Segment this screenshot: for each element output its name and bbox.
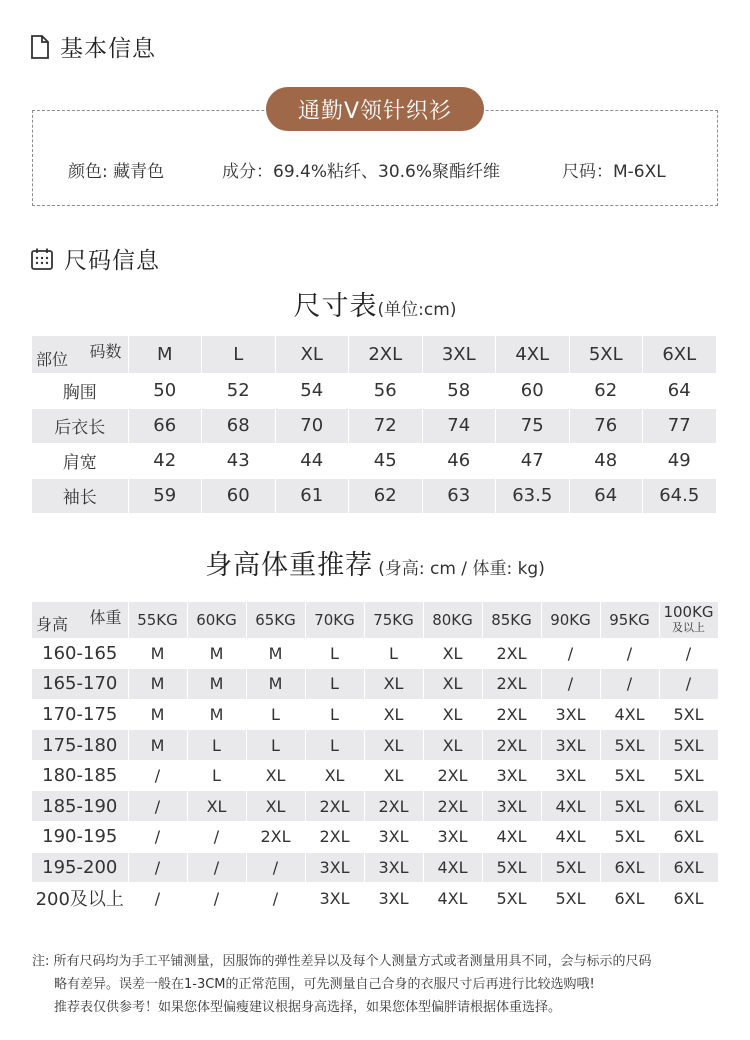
recommend-cell: XL	[246, 791, 305, 822]
size-cell: 43	[202, 443, 276, 478]
recommend-cell: 2XL	[423, 760, 482, 791]
weight-last-sub: 及以上	[672, 620, 705, 634]
size-column-header: 4XL	[496, 336, 570, 373]
size-cell: 46	[422, 443, 496, 478]
weight-column-header: 55KG	[128, 602, 187, 638]
size-row-label: 胸围	[32, 373, 128, 408]
recommend-cell: 4XL	[482, 822, 541, 853]
recommend-cell: 2XL	[305, 822, 364, 853]
recommend-cell: /	[187, 852, 246, 883]
recommend-cell: L	[305, 699, 364, 730]
recommend-cell: /	[600, 638, 659, 669]
corner-bottom-label: 身高	[36, 614, 69, 634]
weight-column-header-last	[659, 602, 718, 638]
recommend-cell: XL	[423, 730, 482, 761]
recommend-cell: /	[128, 822, 187, 853]
size-cell: 56	[349, 373, 423, 408]
note-line-2: 略有差异。误差一般在1-3CM的正常范围，可先测量自己合身的衣服尺寸后再进行比较选购哦!	[54, 977, 595, 992]
size-column-header: 3XL	[422, 336, 496, 373]
recommend-cell: 4XL	[600, 699, 659, 730]
corner-top-label: 体重	[89, 608, 122, 627]
recommend-cell: 2XL	[482, 669, 541, 700]
recommend-table-unit: (身高: cm / 体重: kg)	[378, 559, 545, 579]
height-row-label: 200及以上	[32, 883, 128, 914]
note-line-1: 注: 所有尺码均为手工平铺测量，因服饰的弹性差异以及每个人测量方式或者测量用具不同，会与标示的尺码	[32, 954, 652, 969]
recommend-cell: /	[659, 669, 718, 700]
size-cell: 77	[643, 408, 717, 443]
recommend-cell: XL	[423, 638, 482, 669]
recommend-table-title	[0, 543, 750, 582]
recommend-corner-cell	[32, 602, 128, 638]
height-row-label: 195-200	[32, 852, 128, 883]
size-cell: 63.5	[496, 478, 570, 513]
recommend-cell: 2XL	[482, 699, 541, 730]
size-notes	[32, 950, 732, 1019]
recommend-cell: 5XL	[600, 730, 659, 761]
size-cell: 49	[643, 443, 717, 478]
product-name-badge: 通勤V领针织衫	[266, 87, 484, 131]
document-icon	[30, 35, 50, 59]
recommend-cell: 5XL	[482, 852, 541, 883]
recommend-cell: 4XL	[541, 822, 600, 853]
recommend-table-heading: 身高体重推荐	[205, 550, 374, 581]
size-cell: 76	[569, 408, 643, 443]
size-cell: 64.5	[643, 478, 717, 513]
size-cell: 72	[349, 408, 423, 443]
size-cell: 45	[349, 443, 423, 478]
height-row-label: 190-195	[32, 822, 128, 853]
recommend-cell: 3XL	[482, 791, 541, 822]
recommend-cell: M	[187, 638, 246, 669]
recommend-header-row	[32, 602, 718, 638]
recommend-cell: 3XL	[541, 730, 600, 761]
recommend-cell: 2XL	[246, 822, 305, 853]
note-line-3: 推荐表仅供参考！如果您体型偏瘦建议根据身高选择，如果您体型偏胖请根据体重选择。	[54, 1000, 562, 1015]
recommend-cell: 6XL	[659, 822, 718, 853]
recommend-cell: XL	[187, 791, 246, 822]
size-column-header: 6XL	[643, 336, 717, 373]
size-cell: 70	[275, 408, 349, 443]
table-row	[32, 478, 716, 513]
product-composition: 成分：69.4%粘纤、30.6%聚酯纤维	[222, 162, 501, 182]
size-cell: 58	[422, 373, 496, 408]
recommend-cell: M	[128, 699, 187, 730]
recommend-cell: /	[600, 669, 659, 700]
size-cell: 66	[128, 408, 202, 443]
recommend-cell: /	[128, 760, 187, 791]
recommend-cell: /	[541, 669, 600, 700]
height-row-label: 160-165	[32, 638, 128, 669]
recommend-cell: /	[246, 852, 305, 883]
recommend-cell: XL	[246, 760, 305, 791]
recommend-cell: /	[128, 883, 187, 914]
recommend-table	[32, 602, 719, 914]
recommend-cell: 5XL	[600, 822, 659, 853]
table-row	[32, 730, 718, 761]
size-column-header: XL	[275, 336, 349, 373]
table-row	[32, 791, 718, 822]
recommend-cell: 3XL	[541, 699, 600, 730]
height-row-label: 185-190	[32, 791, 128, 822]
recommend-cell: XL	[364, 699, 423, 730]
size-table-heading: 尺寸表	[293, 291, 378, 322]
size-cell: 44	[275, 443, 349, 478]
size-cell: 48	[569, 443, 643, 478]
table-row	[32, 408, 716, 443]
weight-column-header: 65KG	[246, 602, 305, 638]
recommend-cell: L	[187, 730, 246, 761]
recommend-cell: M	[128, 730, 187, 761]
size-cell: 42	[128, 443, 202, 478]
recommend-cell: XL	[305, 760, 364, 791]
recommend-cell: XL	[423, 699, 482, 730]
recommend-cell: 3XL	[364, 883, 423, 914]
weight-column-header: 60KG	[187, 602, 246, 638]
size-column-header: 2XL	[349, 336, 423, 373]
size-cell: 64	[569, 478, 643, 513]
recommend-cell: M	[128, 638, 187, 669]
size-cell: 60	[202, 478, 276, 513]
recommend-cell: M	[246, 669, 305, 700]
size-cell: 50	[128, 373, 202, 408]
size-cell: 52	[202, 373, 276, 408]
section-basic-info	[30, 30, 156, 63]
table-row	[32, 638, 718, 669]
size-table	[32, 336, 717, 514]
recommend-cell: 5XL	[541, 852, 600, 883]
recommend-cell: /	[187, 883, 246, 914]
product-color: 颜色: 藏青色	[68, 162, 165, 182]
recommend-cell: 5XL	[659, 699, 718, 730]
weight-column-header: 85KG	[482, 602, 541, 638]
section-size-info	[30, 242, 160, 275]
recommend-cell: 3XL	[305, 852, 364, 883]
recommend-cell: 3XL	[305, 883, 364, 914]
recommend-cell: 5XL	[600, 791, 659, 822]
recommend-cell: 5XL	[541, 883, 600, 914]
height-row-label: 165-170	[32, 669, 128, 700]
recommend-cell: 2XL	[482, 730, 541, 761]
size-column-header: L	[202, 336, 276, 373]
recommend-cell: 2XL	[364, 791, 423, 822]
recommend-cell: M	[246, 638, 305, 669]
size-cell: 62	[569, 373, 643, 408]
weight-column-header: 95KG	[600, 602, 659, 638]
calendar-icon	[30, 247, 54, 271]
recommend-cell: 5XL	[600, 760, 659, 791]
size-cell: 61	[275, 478, 349, 513]
height-row-label: 180-185	[32, 760, 128, 791]
recommend-cell: 2XL	[305, 791, 364, 822]
recommend-cell: M	[187, 669, 246, 700]
size-column-header: 5XL	[569, 336, 643, 373]
size-cell: 47	[496, 443, 570, 478]
recommend-cell: 3XL	[364, 852, 423, 883]
weight-column-header: 70KG	[305, 602, 364, 638]
size-row-label: 肩宽	[32, 443, 128, 478]
size-table-unit: (单位:cm)	[377, 300, 457, 320]
recommend-cell: L	[246, 699, 305, 730]
recommend-cell: XL	[364, 760, 423, 791]
height-row-label: 175-180	[32, 730, 128, 761]
weight-column-header: 90KG	[541, 602, 600, 638]
size-cell: 63	[422, 478, 496, 513]
size-cell: 75	[496, 408, 570, 443]
recommend-cell: 3XL	[541, 760, 600, 791]
recommend-cell: 3XL	[482, 760, 541, 791]
recommend-cell: 6XL	[659, 852, 718, 883]
section-size-label: 尺码信息	[64, 248, 160, 274]
product-size-range: 尺码：M-6XL	[562, 162, 666, 182]
size-column-header: M	[128, 336, 202, 373]
size-cell: 68	[202, 408, 276, 443]
recommend-cell: L	[305, 638, 364, 669]
corner-top-label: 码数	[89, 342, 122, 361]
table-row	[32, 822, 718, 853]
table-row	[32, 883, 718, 914]
recommend-cell: XL	[423, 669, 482, 700]
recommend-cell: 3XL	[364, 822, 423, 853]
size-header-row	[32, 336, 716, 373]
size-cell: 64	[643, 373, 717, 408]
recommend-cell: /	[128, 852, 187, 883]
size-cell: 59	[128, 478, 202, 513]
size-row-label: 后衣长	[32, 408, 128, 443]
recommend-cell: M	[128, 669, 187, 700]
recommend-cell: 2XL	[482, 638, 541, 669]
recommend-cell: 4XL	[423, 883, 482, 914]
recommend-cell: 6XL	[659, 791, 718, 822]
recommend-cell: L	[305, 669, 364, 700]
weight-last-main: 100KG	[663, 602, 714, 621]
recommend-cell: 5XL	[482, 883, 541, 914]
corner-bottom-label: 部位	[36, 349, 69, 369]
weight-column-header: 75KG	[364, 602, 423, 638]
table-row	[32, 443, 716, 478]
recommend-cell: L	[187, 760, 246, 791]
recommend-cell: 4XL	[541, 791, 600, 822]
weight-column-header: 80KG	[423, 602, 482, 638]
size-cell: 54	[275, 373, 349, 408]
size-cell: 60	[496, 373, 570, 408]
size-corner-cell	[32, 336, 128, 373]
recommend-cell: 6XL	[600, 852, 659, 883]
recommend-cell: L	[305, 730, 364, 761]
size-cell: 62	[349, 478, 423, 513]
recommend-cell: /	[128, 791, 187, 822]
recommend-cell: XL	[364, 669, 423, 700]
recommend-cell: 4XL	[423, 852, 482, 883]
size-table-title	[0, 284, 750, 323]
recommend-cell: 3XL	[423, 822, 482, 853]
recommend-cell: L	[364, 638, 423, 669]
recommend-cell: 6XL	[659, 883, 718, 914]
recommend-cell: /	[659, 638, 718, 669]
recommend-cell: 6XL	[600, 883, 659, 914]
table-row	[32, 760, 718, 791]
recommend-cell: 2XL	[423, 791, 482, 822]
section-basic-label: 基本信息	[60, 36, 156, 62]
recommend-cell: /	[187, 822, 246, 853]
recommend-cell: XL	[364, 730, 423, 761]
recommend-cell: /	[541, 638, 600, 669]
recommend-cell: M	[187, 699, 246, 730]
table-row	[32, 669, 718, 700]
recommend-cell: 5XL	[659, 730, 718, 761]
table-row	[32, 373, 716, 408]
height-row-label: 170-175	[32, 699, 128, 730]
table-row	[32, 852, 718, 883]
recommend-cell: /	[246, 883, 305, 914]
recommend-cell: L	[246, 730, 305, 761]
size-cell: 74	[422, 408, 496, 443]
size-row-label: 袖长	[32, 478, 128, 513]
table-row	[32, 699, 718, 730]
recommend-cell: 5XL	[659, 760, 718, 791]
